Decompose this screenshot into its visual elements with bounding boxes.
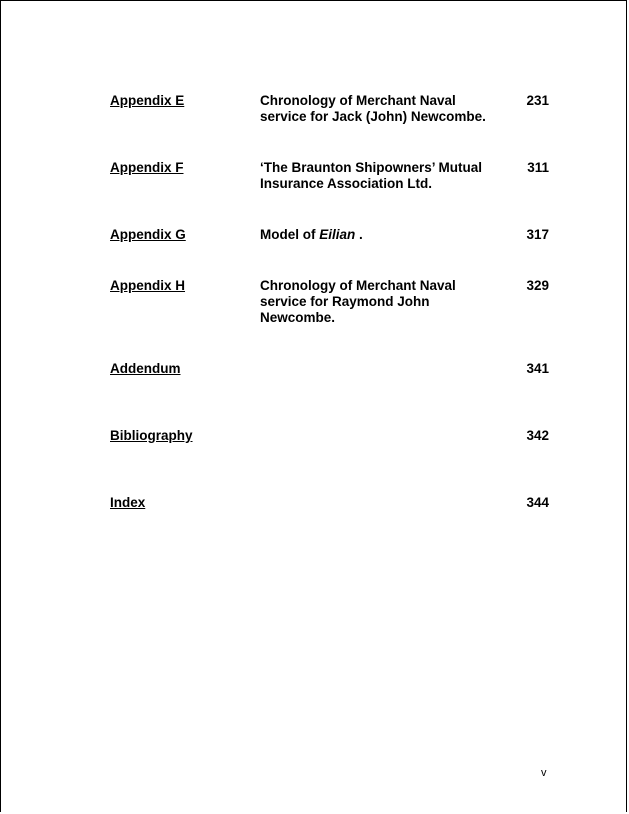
toc-label: Appendix F: [110, 160, 184, 175]
toc-description-line: Newcombe.: [260, 310, 336, 325]
toc-label: Index: [110, 495, 146, 510]
toc-label: Appendix G: [110, 227, 186, 242]
toc-description-line: Chronology of Merchant Naval: [260, 278, 456, 293]
toc-page-number: 317: [526, 227, 549, 242]
toc-description-line: ‘The Braunton Shipowners’ Mutual: [260, 160, 483, 175]
toc-description: [260, 278, 510, 326]
toc-description-line: Insurance Association Ltd.: [260, 176, 433, 191]
toc-page-number: 342: [526, 428, 549, 443]
toc-page-number: 231: [526, 93, 549, 108]
toc-description: [260, 160, 510, 192]
toc-description: [260, 227, 510, 243]
toc-description-line: service for Jack (John) Newcombe.: [260, 109, 486, 124]
toc-description-suffix: .: [355, 227, 363, 242]
toc-description-line: service for Raymond John: [260, 294, 430, 309]
toc-description-prefix: Model of: [260, 227, 320, 242]
toc-description-italic: Eilian: [319, 227, 356, 242]
page-marker: v: [541, 767, 547, 779]
toc-label: Appendix H: [110, 278, 186, 293]
toc-page-number: 344: [526, 495, 549, 510]
toc-description-line: Chronology of Merchant Naval: [260, 93, 456, 108]
toc-page-number: 329: [526, 278, 549, 293]
toc-label: Addendum: [110, 361, 181, 376]
toc-page-number: 311: [527, 160, 549, 175]
toc-description: [260, 93, 510, 125]
toc-label: Appendix E: [110, 93, 185, 108]
toc-label: Bibliography: [110, 428, 193, 443]
toc-page-number: 341: [526, 361, 549, 376]
